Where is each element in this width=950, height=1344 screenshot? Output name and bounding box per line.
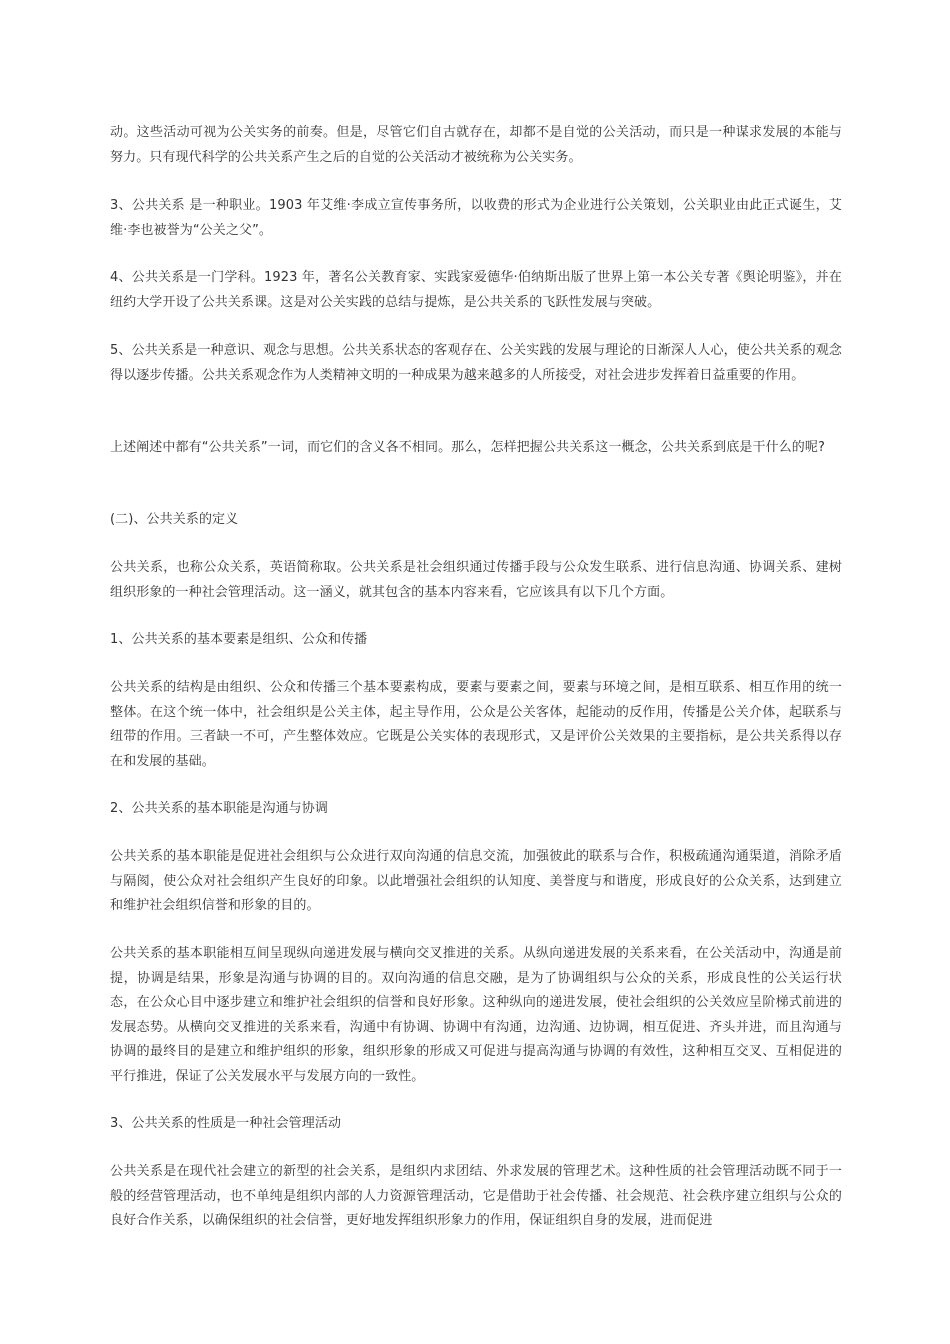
paragraph-profession: 3、公共关系 是一种职业。1903 年艾维·李成立宣传事务所，以收费的形式为企业进行公关策划，公关职业由此正式诞生，艾维·李也被誉为“公关之父”。: [110, 198, 842, 238]
paragraph-intro-continuation: 动。这些活动可视为公关实务的前奏。但是，尽管它们自古就存在，却都不是自觉的公关活动，而只是一种谋求发展的本能与努力。只有现代科学的公共关系产生之后的自觉的公关活动才被统称为公关实务。: [110, 125, 842, 165]
paragraph-question: 上述阐述中都有“公共关系”一词，而它们的含义各不相同。那么，怎样把握公共关系这一概念，公共关系到底是干什么的呢?: [110, 440, 825, 455]
paragraph-basic-functions: 公共关系的基本职能是促进社会组织与公众进行双向沟通的信息交流，加强彼此的联系与合作，积极疏通沟通渠道，消除矛盾与隔阂，使公众对社会组织产生良好的印象。以此增强社会组织的认知度、美誉度与和谐度，形成良好的公众关系，达到建立和维护社会组织信誉和形象的目的。: [110, 849, 842, 913]
subheading-basic-functions: 2、公共关系的基本职能是沟通与协调: [110, 801, 328, 816]
section-heading-definition: (二)、公共关系的定义: [110, 512, 239, 527]
paragraph-discipline: 4、公共关系是一门学科。1923 年，著名公关教育家、实践家爱德华·伯纳斯出版了世界上第一本公关专著《舆论明鉴》，并在纽约大学开设了公共关系课。这是对公关实践的总结与提炼，是公共关系的飞跃性发展与突破。: [110, 270, 842, 310]
paragraph-nature: 公共关系是在现代社会建立的新型的社会关系，是组织内求团结、外求发展的管理艺术。这种性质的社会管理活动既不同于一般的经营管理活动，也不单纯是组织内部的人力资源管理活动，它是借助于社会传播、社会规范、社会秩序建立组织与公众的良好合作关系，以确保组织的社会信誉，更好地发挥组织形象力的作用，保证组织自身的发展，进而促进: [110, 1164, 842, 1228]
paragraph-definition: 公共关系，也称公众关系，英语简称取。公共关系是社会组织通过传播手段与公众发生联系、进行信息沟通、协调关系、建树组织形象的一种社会管理活动。这一涵义，就其包含的基本内容来看，它应该具有以下几个方面。: [110, 560, 842, 600]
subheading-nature: 3、公共关系的性质是一种社会管理活动: [110, 1116, 342, 1131]
paragraph-functions-relationship: 公共关系的基本职能相互间呈现纵向递进发展与横向交叉推进的关系。从纵向递进发展的关系来看，在公关活动中，沟通是前提，协调是结果，形象是沟通与协调的目的。双向沟通的信息交融，是为了协调组织与公众的关系，形成良性的公关运行状态，在公众心目中逐步建立和维护社会组织的信誉和良好形象。这种纵向的递进发展，使社会组织的公关效应呈阶梯式前进的发展态势。从横向交叉推进的关系来看，沟通中有协调、协调中有沟通，边沟通、边协调，相互促进、齐头并进，而且沟通与协调的最终目的是建立和维护组织的形象，组织形象的形成又可促进与提高沟通与协调的有效性，这种相互交叉、互相促进的平行推进，保证了公关发展水平与发展方向的一致性。: [110, 946, 842, 1084]
paragraph-basic-elements: 公共关系的结构是由组织、公众和传播三个基本要素构成，要素与要素之间，要素与环境之间，是相互联系、相互作用的统一整体。在这个统一体中，社会组织是公关主体，起主导作用，公众是公关客体，起能动的反作用，传播是公关介体，起联系与纽带的作用。三者缺一不可，产生整体效应。它既是公关实体的表现形式，又是评价公关效果的主要指标，是公共关系得以存在和发展的基础。: [110, 680, 842, 769]
subheading-basic-elements: 1、公共关系的基本要素是组织、公众和传播: [110, 632, 368, 647]
paragraph-ideology: 5、公共关系是一种意识、观念与思想。公共关系状态的客观存在、公关实践的发展与理论的日渐深人人心，使公共关系的观念得以逐步传播。公共关系观念作为人类精神文明的一种成果为越来越多的人所接受，对社会进步发挥着日益重要的作用。: [110, 343, 842, 383]
